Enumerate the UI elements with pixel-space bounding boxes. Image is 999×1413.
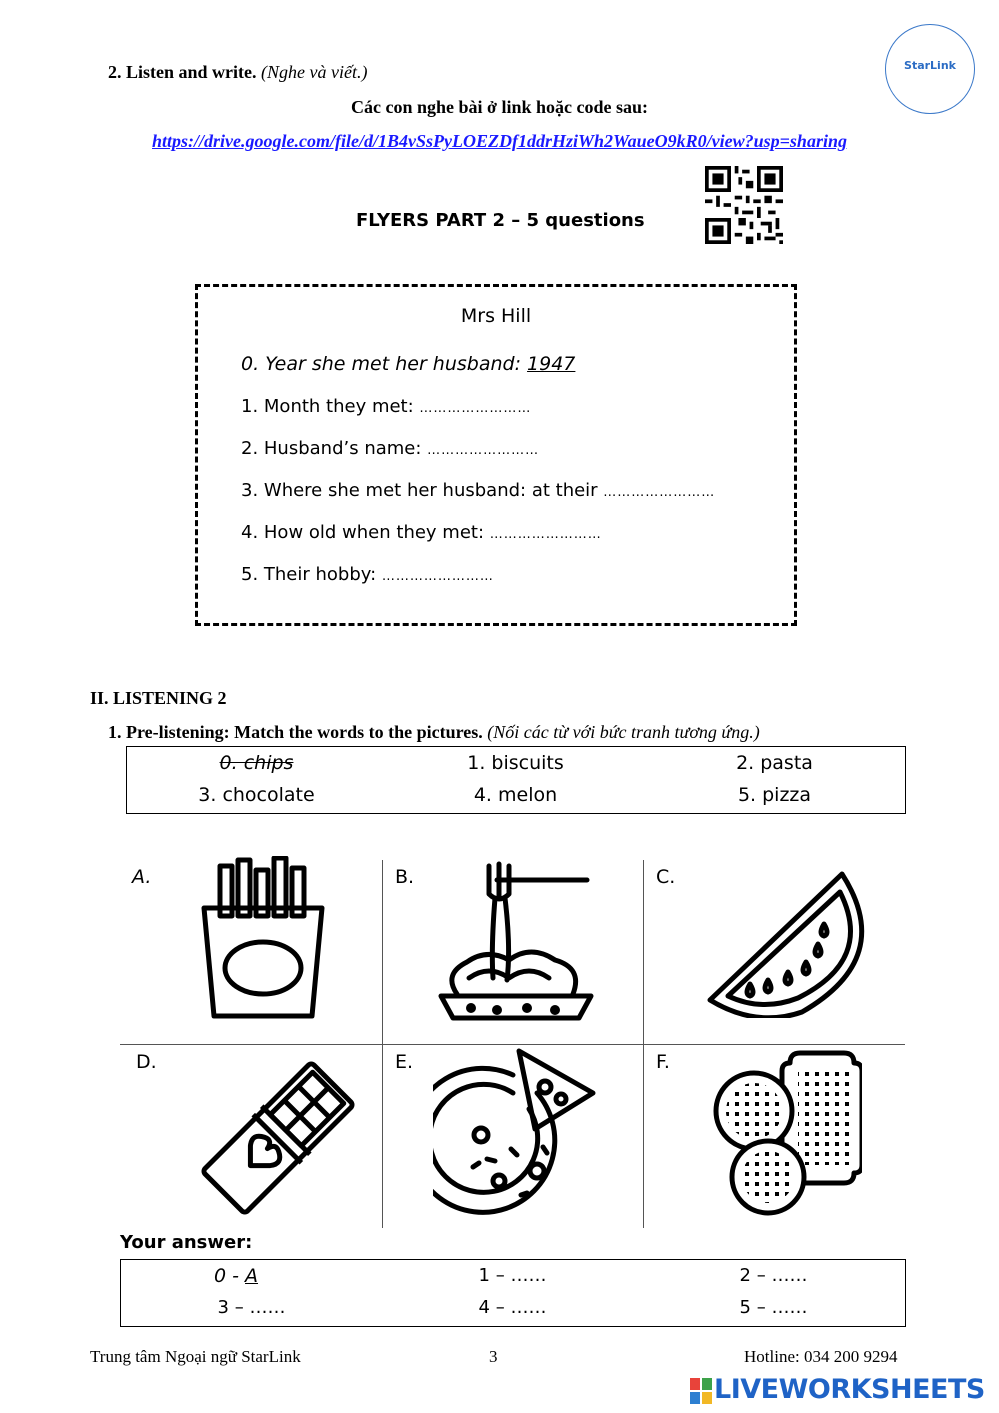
page-number: 3 bbox=[489, 1347, 498, 1366]
example-answer: 1947 bbox=[527, 353, 576, 375]
question-3: 3. Where she met her husband: at their …………………… bbox=[241, 480, 716, 501]
biscuits-icon bbox=[702, 1049, 862, 1221]
question-5: 5. Their hobby: …………………… bbox=[241, 564, 494, 585]
question-1: 1. Month they met: …………………… bbox=[241, 396, 532, 417]
melon-icon bbox=[706, 868, 876, 1018]
picture-e[interactable]: E. bbox=[383, 1045, 643, 1228]
answer-blank-2[interactable]: …………………… bbox=[427, 443, 540, 458]
answer-3[interactable]: 3 – …… bbox=[217, 1297, 286, 1318]
listening-2-heading: II. LISTENING 2 bbox=[90, 688, 227, 708]
box-title: Mrs Hill bbox=[460, 305, 532, 327]
answer-label: Your answer: bbox=[120, 1232, 253, 1253]
picture-d[interactable]: D. bbox=[120, 1045, 382, 1228]
word-biscuits: 1. biscuits bbox=[467, 752, 564, 774]
answer-blank-5[interactable]: …………………… bbox=[381, 569, 494, 584]
word-chocolate: 3. chocolate bbox=[198, 784, 315, 806]
liveworksheets-icon bbox=[690, 1378, 712, 1404]
part-title: FLYERS PART 2 – 5 questions bbox=[356, 210, 645, 231]
picture-f[interactable]: F. bbox=[644, 1045, 905, 1228]
fries-icon bbox=[198, 856, 328, 1022]
picture-a[interactable]: A. bbox=[120, 860, 382, 1044]
pizza-icon bbox=[433, 1047, 603, 1225]
word-bank bbox=[126, 746, 906, 814]
word-pizza: 5. pizza bbox=[737, 784, 812, 806]
footer-left: Trung tâm Ngoại ngữ StarLink bbox=[90, 1347, 301, 1366]
qr-code-icon[interactable] bbox=[705, 166, 783, 244]
pasta-icon bbox=[427, 858, 597, 1026]
section-heading bbox=[108, 62, 367, 83]
footer-hotline: Hotline: 034 200 9294 bbox=[744, 1347, 898, 1366]
question-2: 2. Husband’s name: …………………… bbox=[241, 438, 540, 459]
answer-blank-1[interactable]: …………………… bbox=[419, 401, 532, 416]
answer-blank-3[interactable]: …………………… bbox=[603, 485, 716, 500]
picture-b[interactable]: B. bbox=[383, 860, 643, 1044]
chocolate-icon bbox=[198, 1053, 358, 1223]
answer-example: 0 - A bbox=[213, 1265, 259, 1287]
picture-grid bbox=[120, 860, 905, 1228]
starlink-logo: StarLink bbox=[885, 24, 975, 114]
answer-1[interactable]: 1 – …… bbox=[478, 1265, 547, 1286]
answer-4[interactable]: 4 – …… bbox=[478, 1297, 547, 1318]
match-task: 1. Pre-listening: Match the words to the pictures. (Nối các từ với bức tranh tương ứng.) bbox=[108, 722, 760, 742]
instruction: Các con nghe bài ở link hoặc code sau: bbox=[351, 97, 648, 117]
question-box bbox=[195, 284, 797, 626]
answer-blank-4[interactable]: …………………… bbox=[489, 527, 602, 542]
picture-c[interactable]: C. bbox=[644, 860, 905, 1044]
word-melon: 4. melon bbox=[473, 784, 558, 806]
answer-5[interactable]: 5 – …… bbox=[739, 1297, 808, 1318]
section-title: 2. Listen and write. bbox=[108, 62, 257, 82]
question-4: 4. How old when they met: …………………… bbox=[241, 522, 602, 543]
word-pasta: 2. pasta bbox=[736, 752, 813, 774]
word-chips: 0. chips bbox=[219, 752, 294, 774]
section-subtitle: (Nghe và viết.) bbox=[261, 62, 368, 82]
example-question: 0. Year she met her husband: 1947 bbox=[241, 353, 576, 375]
audio-link[interactable]: https://drive.google.com/file/d/1B4vSsPyLOEZDf1ddrHziWh2WaueO9kR0/view?usp=sharing bbox=[152, 131, 847, 151]
answer-2[interactable]: 2 – …… bbox=[739, 1265, 808, 1286]
answer-table bbox=[120, 1259, 906, 1327]
